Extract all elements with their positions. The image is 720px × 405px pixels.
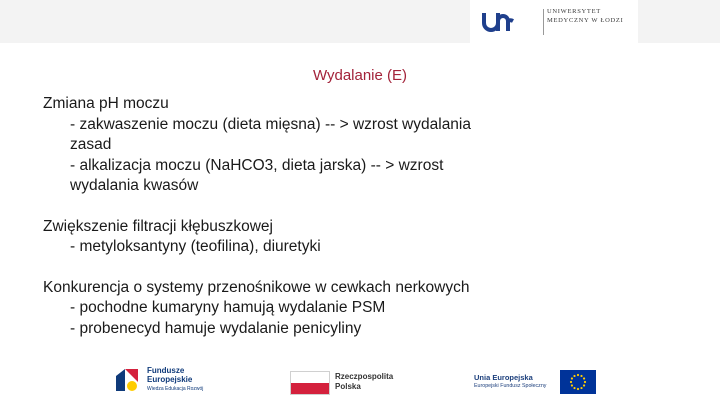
bullet-item: - alkalizacja moczu (NaHCO3, dieta jarska) -- > wzrost (70, 156, 444, 174)
eu-flag-icon (560, 370, 596, 394)
eu-star (573, 375, 575, 377)
fundusze-europejskie-logo (113, 364, 213, 398)
fe-subtitle: Wiedza Edukacja Rozwój (147, 386, 204, 392)
logo-divider (543, 9, 544, 35)
eu-star (573, 387, 575, 389)
bullet-item: - zakwaszenie moczu (dieta mięsna) -- > wzrost wydalania (70, 115, 471, 133)
eu-star (584, 381, 586, 383)
um-logo-icon (482, 9, 514, 33)
slide-title: Wydalanie (E) (312, 67, 408, 84)
eu-star (571, 384, 573, 386)
rzeczpospolita-polska-logo (290, 368, 410, 396)
eu-star (571, 377, 573, 379)
fe-star-icon (113, 366, 141, 394)
rp-title (335, 372, 393, 392)
slide-content (43, 94, 603, 359)
rp-title-line1: Rzeczpospolita (335, 372, 394, 381)
paragraph-ph (43, 94, 603, 197)
paragraph-heading: Zmiana pH moczu (43, 95, 169, 112)
eu-star (570, 381, 572, 383)
paragraph-competition (43, 278, 603, 340)
university-logo (470, 0, 638, 43)
rp-title-line2: Polska (335, 382, 361, 391)
bullet-item: - pochodne kumaryny hamują wydalanie PSM (70, 299, 386, 316)
ue-title (474, 373, 546, 391)
ue-subtitle: Europejski Fundusz Społeczny (474, 383, 547, 389)
paragraph-heading: Konkurencja o systemy przenośnikowe w cewkach nerkowych (43, 278, 470, 296)
paragraph-heading: Zwiększenie filtracji kłębuszkowej (43, 217, 273, 235)
ue-title-line1: Unia Europejska (474, 373, 533, 382)
bullet-item-continued: wydalania kwasów (70, 177, 199, 194)
eu-star (583, 377, 585, 379)
bullet-item: - probenecyd hamuje wydalanie penicyliny (70, 319, 362, 337)
bullet-item: - metyloksantyny (teofilina), diuretyki (70, 238, 321, 255)
bullet-item-continued: zasad (70, 136, 112, 153)
eu-star (580, 375, 582, 377)
polish-flag-icon (290, 371, 330, 395)
fe-title-line2: Europejskie (147, 375, 193, 384)
paragraph-filtration (43, 217, 603, 258)
university-name: UNIWERSYTET MEDYCZNY W ŁODZI (547, 8, 624, 24)
eu-star (577, 374, 579, 376)
fe-title (147, 366, 192, 384)
unia-europejska-logo (474, 368, 599, 396)
eu-star (583, 384, 585, 386)
eu-star (580, 387, 582, 389)
eu-star (577, 388, 579, 390)
fe-title-line1: Fundusze (147, 366, 185, 375)
